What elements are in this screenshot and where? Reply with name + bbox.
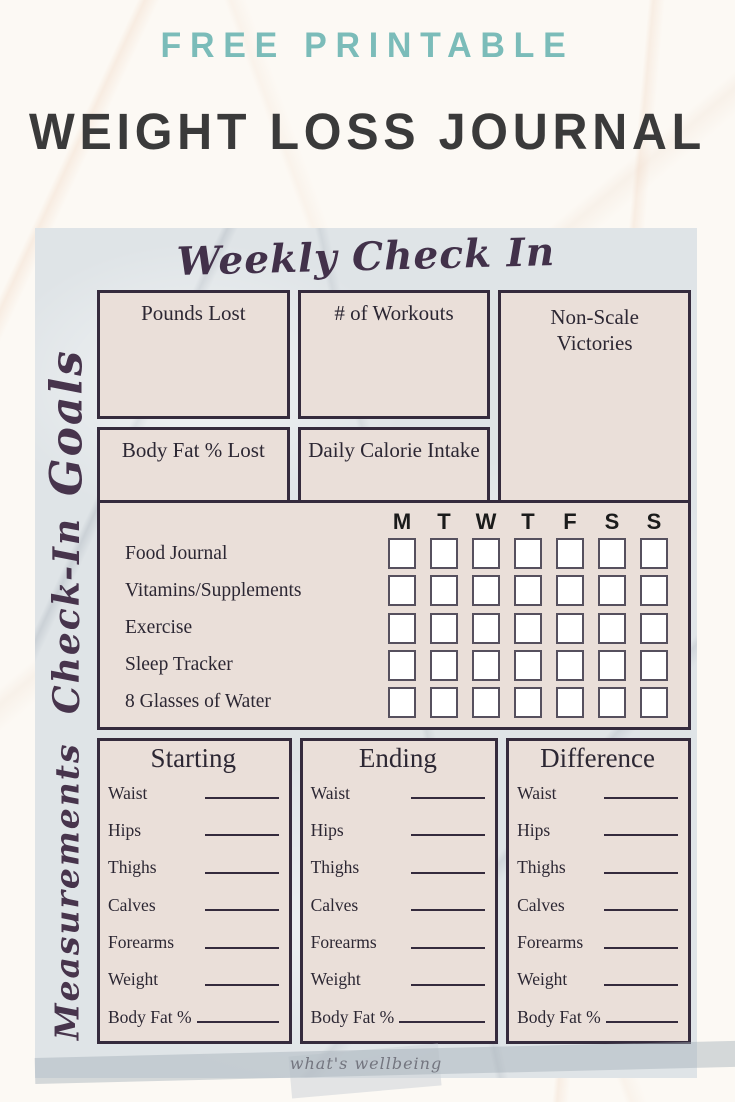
- checkbox[interactable]: [472, 687, 500, 718]
- checkbox-cell: [381, 538, 423, 569]
- checkbox-cell: [591, 575, 633, 606]
- checkbox[interactable]: [514, 575, 542, 606]
- checkbox[interactable]: [430, 650, 458, 681]
- day-header-cell: [633, 509, 675, 535]
- blank-line[interactable]: [604, 937, 678, 949]
- blank-line[interactable]: [205, 824, 279, 836]
- measurement-box-starting: [97, 738, 292, 1044]
- goal-box-label: Daily Calorie Intake: [308, 438, 480, 462]
- measurement-row: [517, 961, 678, 998]
- measurement-label: Waist: [517, 782, 557, 803]
- measurement-label: Thighs: [517, 857, 566, 878]
- measurement-label: Calves: [517, 894, 565, 915]
- measurement-label: Waist: [108, 782, 148, 803]
- blank-line[interactable]: [411, 974, 485, 986]
- checkbox[interactable]: [556, 575, 584, 606]
- checkbox-cell: [465, 687, 507, 718]
- blank-line[interactable]: [411, 824, 485, 836]
- day-letter: T: [521, 509, 535, 534]
- checkbox-cell: [549, 538, 591, 569]
- checkbox[interactable]: [472, 575, 500, 606]
- day-letter: W: [475, 509, 497, 534]
- checkbox-cell: [549, 613, 591, 644]
- day-header-cell: [465, 509, 507, 535]
- checkin-row: [125, 609, 675, 646]
- measurement-column-header: Ending: [358, 743, 437, 773]
- checkin-item-label: Food Journal: [125, 542, 228, 564]
- checkbox-cell: [633, 575, 675, 606]
- checkbox[interactable]: [388, 538, 416, 569]
- measurement-row: [311, 774, 486, 811]
- checkbox-cell: [381, 613, 423, 644]
- measurement-row: [311, 999, 486, 1036]
- checkin-box: [97, 500, 691, 730]
- checkin-item-label: Vitamins/Supplements: [125, 579, 302, 601]
- measurement-label: Weight: [108, 969, 159, 990]
- measurement-label: Body Fat %: [310, 1006, 395, 1027]
- blank-line[interactable]: [606, 1011, 678, 1023]
- measurement-row: [517, 924, 678, 961]
- blank-line[interactable]: [205, 899, 279, 911]
- goal-box-workouts[interactable]: [298, 290, 491, 419]
- checkbox-cell: [465, 650, 507, 681]
- header-kicker: FREE PRINTABLE: [160, 26, 575, 65]
- checkbox-cell: [633, 687, 675, 718]
- checkbox[interactable]: [640, 613, 668, 644]
- blank-line[interactable]: [205, 787, 279, 799]
- day-header-cell: [549, 509, 591, 535]
- measurement-row: [108, 961, 279, 998]
- watermark-text: what's wellbeing: [289, 1054, 443, 1073]
- checkbox-cell: [633, 650, 675, 681]
- day-letter: T: [437, 509, 451, 534]
- checkbox[interactable]: [514, 687, 542, 718]
- blank-line[interactable]: [411, 937, 485, 949]
- measurement-column-header: Difference: [540, 743, 656, 773]
- checkbox[interactable]: [556, 538, 584, 569]
- measurement-row: [311, 961, 486, 998]
- blank-line[interactable]: [205, 937, 279, 949]
- goal-box-label: Pounds Lost: [141, 301, 246, 325]
- measurement-row: [108, 887, 279, 924]
- journal-title: Weekly Check In: [176, 229, 556, 285]
- blank-line[interactable]: [411, 862, 485, 874]
- checkbox-cell: [591, 613, 633, 644]
- measurement-row: [517, 812, 678, 849]
- measurement-label: Weight: [517, 969, 568, 990]
- blank-line[interactable]: [604, 787, 678, 799]
- checkbox-cell: [507, 613, 549, 644]
- checkbox-cell: [423, 687, 465, 718]
- measurement-row: [517, 999, 678, 1036]
- measurement-row: [108, 849, 279, 886]
- day-letter: F: [563, 509, 577, 534]
- checkbox-cell: [633, 613, 675, 644]
- checkbox-cell: [549, 575, 591, 606]
- page-title: WEIGHT LOSS JOURNAL: [28, 103, 707, 160]
- checkbox[interactable]: [430, 687, 458, 718]
- blank-line[interactable]: [604, 824, 678, 836]
- measurement-row: [108, 774, 279, 811]
- blank-line[interactable]: [604, 974, 678, 986]
- measurements-grid: [97, 738, 691, 1044]
- goal-box-label: # of Workouts: [334, 301, 454, 325]
- blank-line[interactable]: [205, 862, 279, 874]
- checkbox-cell: [381, 687, 423, 718]
- checkbox-cell: [381, 650, 423, 681]
- goal-box-pounds-lost[interactable]: [97, 290, 290, 419]
- checkbox-cell: [507, 650, 549, 681]
- checkbox-cell: [507, 687, 549, 718]
- checkbox[interactable]: [472, 538, 500, 569]
- checkbox[interactable]: [598, 650, 626, 681]
- goal-box-label: Body Fat % Lost: [121, 438, 265, 462]
- checkbox[interactable]: [640, 575, 668, 606]
- checkbox-cell: [591, 538, 633, 569]
- day-header-cell: [423, 509, 465, 535]
- blank-line[interactable]: [205, 974, 279, 986]
- measurements-section-label: Measurements: [47, 742, 87, 1040]
- checkbox-cell: [423, 650, 465, 681]
- journal-page: [35, 228, 697, 1078]
- blank-line[interactable]: [411, 787, 485, 799]
- measurement-label: Forearms: [517, 932, 584, 953]
- checkbox-cell: [591, 650, 633, 681]
- measurement-row: [311, 887, 486, 924]
- measurement-label: Forearms: [108, 932, 175, 953]
- blank-line[interactable]: [604, 899, 678, 911]
- blank-line[interactable]: [399, 1011, 485, 1023]
- checkbox[interactable]: [388, 687, 416, 718]
- checkbox[interactable]: [640, 687, 668, 718]
- measurement-label: Hips: [108, 819, 142, 840]
- checkin-row: [125, 535, 675, 572]
- day-header-cell: [381, 509, 423, 535]
- checkbox-cell: [465, 538, 507, 569]
- checkbox[interactable]: [514, 538, 542, 569]
- checkbox[interactable]: [556, 650, 584, 681]
- checkin-row: [125, 647, 675, 684]
- checkbox[interactable]: [598, 538, 626, 569]
- measurement-label: Body Fat %: [517, 1006, 601, 1027]
- checkin-item-label: Exercise: [125, 617, 193, 638]
- checkbox[interactable]: [388, 650, 416, 681]
- checkbox[interactable]: [514, 613, 542, 644]
- checkin-section-label: Check-In: [46, 516, 88, 714]
- goals-section-label: Goals: [41, 349, 93, 497]
- measurement-column-header: Starting: [150, 743, 237, 773]
- checkin-row: [125, 572, 675, 609]
- measurement-row: [517, 774, 678, 811]
- checkbox-cell: [507, 538, 549, 569]
- checkin-row: [125, 684, 675, 721]
- day-header-row: [125, 508, 675, 535]
- measurement-row: [311, 924, 486, 961]
- measurement-row: [517, 887, 678, 924]
- checkbox[interactable]: [598, 575, 626, 606]
- measurement-row: [311, 849, 486, 886]
- checkbox[interactable]: [640, 538, 668, 569]
- checkbox-cell: [507, 575, 549, 606]
- measurement-row: [311, 812, 486, 849]
- measurement-label: Calves: [108, 894, 156, 915]
- day-header-cell: [591, 509, 633, 535]
- checkbox[interactable]: [430, 575, 458, 606]
- checkbox[interactable]: [556, 687, 584, 718]
- measurement-label: Body Fat %: [108, 1006, 192, 1027]
- checkin-item-label: 8 Glasses of Water: [125, 691, 271, 713]
- checkbox[interactable]: [598, 613, 626, 644]
- checkbox[interactable]: [472, 613, 500, 644]
- measurement-label: Thighs: [310, 857, 360, 878]
- checkbox-cell: [465, 575, 507, 606]
- measurement-label: Thighs: [108, 857, 157, 878]
- measurement-label: Waist: [310, 782, 351, 803]
- checkbox-cell: [423, 575, 465, 606]
- day-letter: S: [646, 509, 662, 534]
- checkbox-cell: [381, 575, 423, 606]
- checkin-item-label: Sleep Tracker: [125, 654, 233, 676]
- measurement-row: [108, 812, 279, 849]
- checkbox[interactable]: [598, 687, 626, 718]
- checkbox[interactable]: [640, 650, 668, 681]
- checkbox[interactable]: [388, 613, 416, 644]
- checkbox[interactable]: [388, 575, 416, 606]
- measurement-label: Hips: [517, 819, 551, 840]
- checkbox-cell: [591, 687, 633, 718]
- checkbox-cell: [633, 538, 675, 569]
- day-header-cell: [507, 509, 549, 535]
- day-letter: S: [604, 509, 620, 534]
- checkbox[interactable]: [472, 650, 500, 681]
- measurement-label: Calves: [310, 894, 359, 915]
- checkbox[interactable]: [514, 650, 542, 681]
- blank-line[interactable]: [604, 862, 678, 874]
- blank-line[interactable]: [411, 899, 485, 911]
- measurement-box-ending: [300, 738, 499, 1044]
- checkbox-cell: [549, 650, 591, 681]
- measurement-row: [108, 924, 279, 961]
- measurement-box-difference: [506, 738, 691, 1044]
- checkbox-cell: [423, 538, 465, 569]
- measurement-label: Hips: [310, 819, 344, 840]
- blank-line[interactable]: [197, 1011, 279, 1023]
- checkbox[interactable]: [430, 538, 458, 569]
- goal-box-label: Non-Scale Victories: [550, 305, 639, 356]
- checkbox-cell: [423, 613, 465, 644]
- checkbox-cell: [465, 613, 507, 644]
- checkbox-cell: [549, 687, 591, 718]
- measurement-label: Weight: [310, 969, 361, 990]
- measurement-row: [517, 849, 678, 886]
- day-letter: M: [392, 509, 412, 534]
- checkbox[interactable]: [430, 613, 458, 644]
- measurement-row: [108, 999, 279, 1036]
- measurement-label: Forearms: [310, 932, 377, 953]
- checkbox[interactable]: [556, 613, 584, 644]
